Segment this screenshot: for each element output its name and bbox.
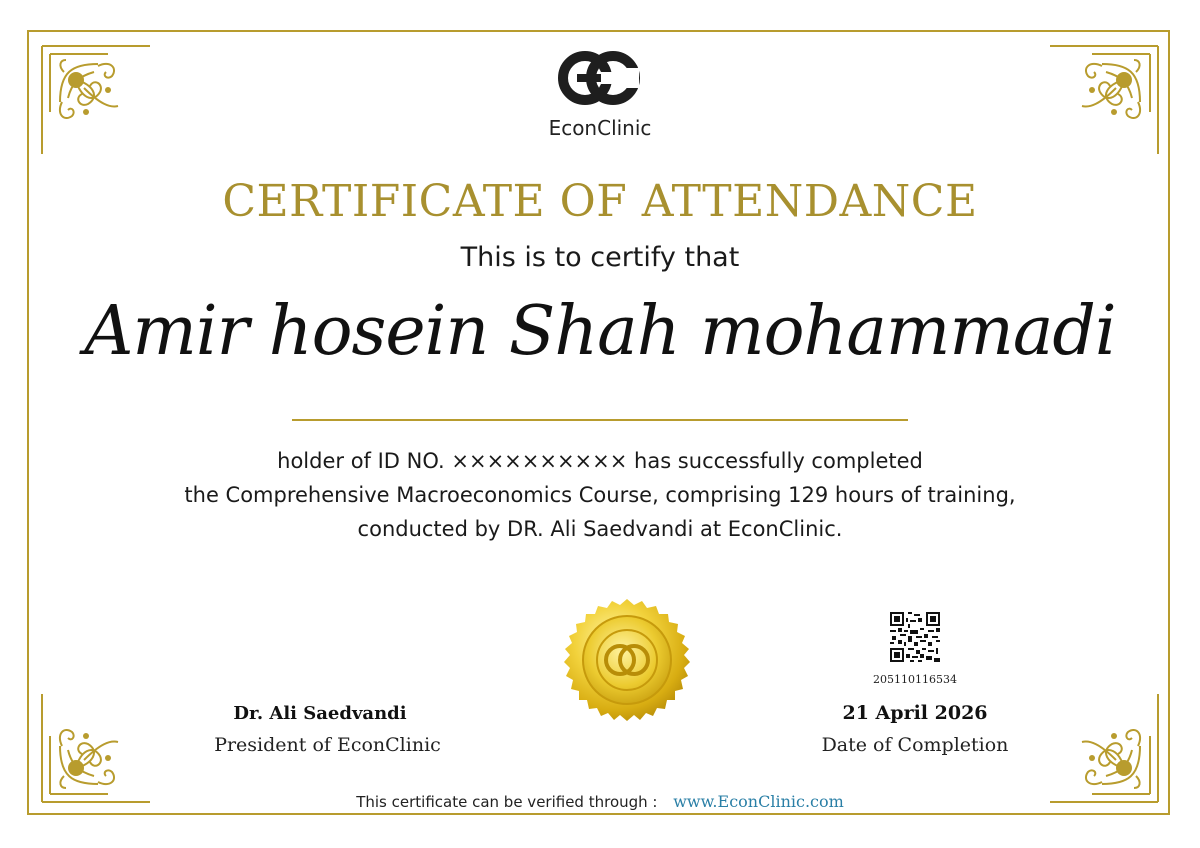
verification-code: 205110116534 (873, 673, 957, 686)
recipient-name: Amir hosein Shah mohammadi (84, 292, 1116, 371)
qr-code-icon (890, 612, 940, 662)
corner-ornament-icon (38, 42, 168, 172)
signatory-name: Dr. Ali Saedvandi (233, 703, 407, 724)
certificate-body (0, 444, 1200, 546)
organization-name: EconClinic (548, 116, 652, 140)
certificate-title: CERTIFICATE OF ATTENDANCE (222, 176, 978, 227)
corner-ornament-icon (38, 676, 168, 806)
body-line: the Comprehensive Macroeconomics Course, comprising 129 hours of training, (184, 483, 1016, 507)
verification-link[interactable]: www.EconClinic.com (673, 792, 844, 811)
econclinic-logo-icon (555, 46, 645, 110)
body-line: conducted by DR. Ali Saedvandi at EconClinic. (357, 517, 843, 541)
corner-ornament-icon (1032, 42, 1162, 172)
gold-seal-icon (552, 585, 702, 735)
verification-footer (0, 792, 1200, 812)
signatory-title: President of EconClinic (214, 734, 441, 756)
completion-date: 21 April 2026 (842, 702, 988, 724)
name-underline (292, 419, 908, 421)
completion-date-label: Date of Completion (821, 734, 1009, 756)
certificate-intro: This is to certify that (460, 242, 740, 273)
verification-text: This certificate can be verified through : (356, 793, 658, 811)
body-line: holder of ID NO. ×××××××××× has successfully completed (277, 449, 923, 473)
